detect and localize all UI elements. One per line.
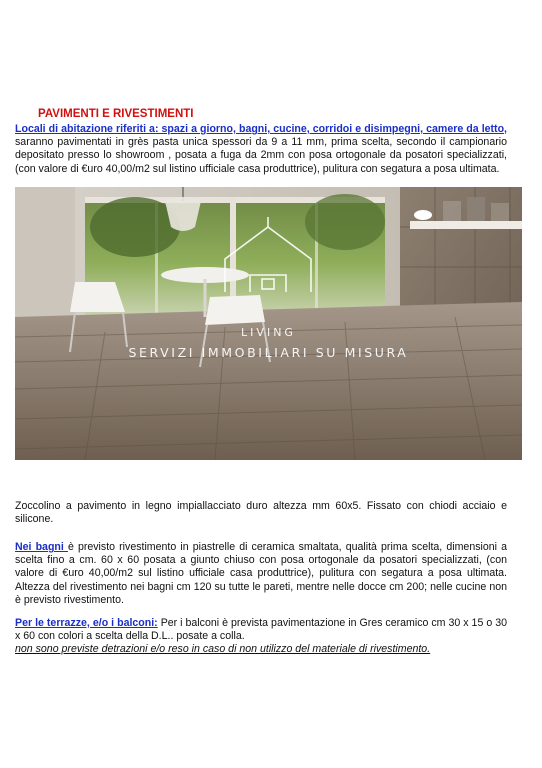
- paragraph-terraces: [15, 617, 507, 657]
- terraces-lead: Per le terrazze, e/o i balconi:: [15, 617, 158, 629]
- paragraph-flooring: [15, 123, 507, 176]
- interior-photo: [15, 187, 522, 460]
- terraces-note: non sono previste detrazioni e/o reso in caso di non utilizzo del materiale di rivestimento.: [15, 643, 431, 656]
- watermark-brand: LIVING: [241, 326, 296, 339]
- bathrooms-lead: Nei bagni: [15, 541, 68, 553]
- flooring-rooms-lead: Locali di abitazione riferiti a: spazi a giorno, bagni, cucine, corridoi e disimpegni, camere da letto,: [15, 123, 507, 135]
- paragraph-skirting: Zoccolino a pavimento in legno impiallacciato duro altezza mm 60x5. Fissato con chiodi acciaio e silicone.: [15, 500, 507, 526]
- bathrooms-body: è previsto rivestimento in piastrelle di ceramica smaltata, qualità prima scelta, dimensioni a scelta fino a cm. 60 x 60 posata a giunto chiuso con posa ortogonale da posatori specializzati, (con valore di €uro 40,00/m2 sul listino ufficiale casa produttrice), pulitura con segatura a posa ultimata. Altezza del rivestimento nei bagni cm 120 su tutte le pareti, mentre nelle docce cm 200; nelle cucine non è previsto rivestimento.: [15, 541, 507, 606]
- flooring-body: saranno pavimentati in grès pasta unica spessori da 9 a 11 mm, prima scelta, secondo il campionario depositato presso lo showroom , posata a fuga da 2mm con posa ortogonale da posatori specializzati, (con valore di €uro 40,00/m2 sul listino ufficiale casa produttrice), pulitura con segatura a posa ultimata.: [15, 136, 507, 175]
- section-title: PAVIMENTI E RIVESTIMENTI: [38, 108, 194, 120]
- watermark-tagline: SERVIZI IMMOBILIARI SU MISURA: [128, 345, 409, 360]
- terraces-body: Per i balconi è prevista pavimentazione in Gres ceramico cm 30 x 15 o 30 x 60 con colori a scelta della D.L.. posate a colla.: [15, 617, 507, 643]
- paragraph-bathrooms: [15, 541, 507, 607]
- interior-scene: [15, 187, 522, 460]
